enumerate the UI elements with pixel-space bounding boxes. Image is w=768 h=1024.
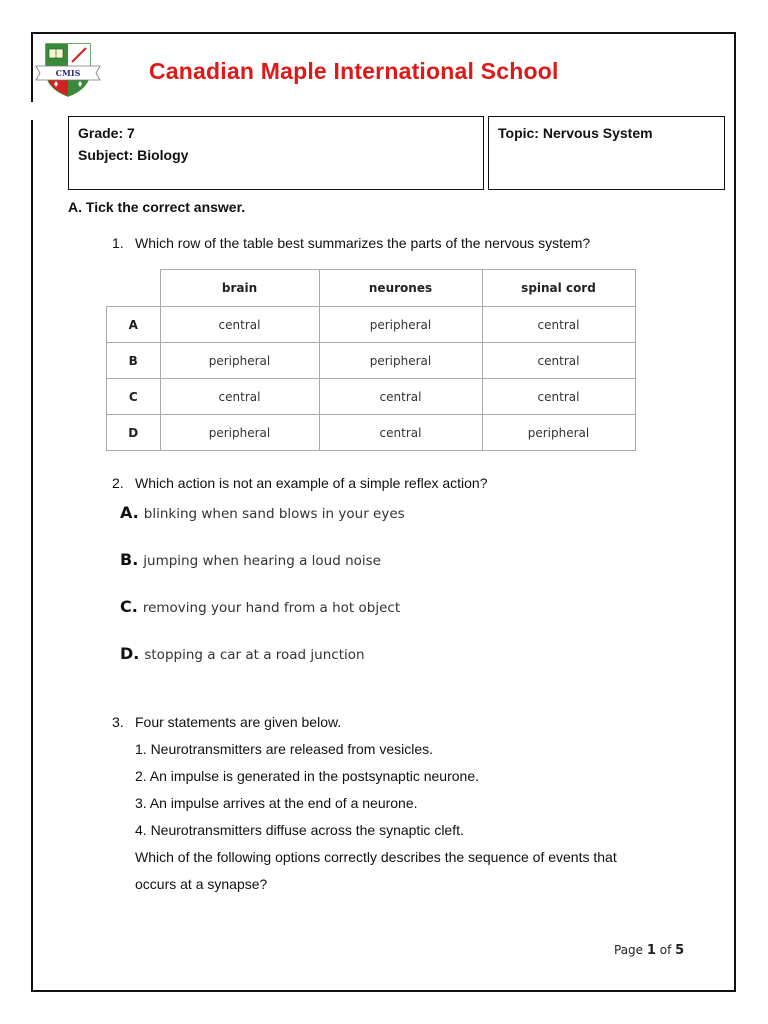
page-number [614, 943, 684, 958]
table-cell: central [482, 343, 635, 379]
question-number: 1. [112, 235, 124, 251]
topic-label: Topic: Nervous System [498, 125, 653, 141]
table-row [107, 343, 636, 379]
row-label: D [107, 415, 161, 451]
page-word: Page [614, 943, 644, 957]
table-row [107, 379, 636, 415]
table-header-cell: neurones [319, 270, 482, 307]
subject-label: Subject: Biology [78, 147, 189, 163]
page-border-left-top [31, 32, 33, 102]
table-cell: central [319, 379, 482, 415]
option-letter: C. [120, 597, 138, 616]
table-cell: peripheral [319, 343, 482, 379]
table-cell: central [319, 415, 482, 451]
of-word: of [659, 943, 672, 957]
section-title: A. Tick the correct answer. [68, 199, 246, 215]
page-current: 1 [646, 943, 656, 958]
grade-label: Grade: 7 [78, 125, 135, 141]
table-header-cell: spinal cord [482, 270, 635, 307]
school-logo-icon [34, 40, 102, 98]
table-row [107, 307, 636, 343]
option-text: stopping a car at a road junction [144, 647, 365, 663]
school-name: Canadian Maple International School [149, 58, 559, 84]
table-cell: peripheral [482, 415, 635, 451]
option-text: removing your hand from a hot object [142, 600, 401, 616]
table-cell: central [160, 307, 319, 343]
table-header-cell: brain [160, 270, 319, 307]
question-text: Four statements are given below. [135, 714, 342, 730]
statement-2: 2. An impulse is generated in the postsynaptic neurone. [135, 768, 479, 784]
option-letter: D. [120, 644, 140, 663]
question-1 [112, 235, 590, 251]
nervous-system-table [106, 269, 636, 451]
question-text: Which action is not an example of a simple reflex action? [135, 475, 488, 491]
table-cell: central [482, 379, 635, 415]
option-text: blinking when sand blows in your eyes [143, 506, 405, 522]
table-row [107, 415, 636, 451]
table-cell: peripheral [319, 307, 482, 343]
option-letter: B. [120, 550, 139, 569]
option-a[interactable] [120, 503, 405, 522]
option-text: jumping when hearing a loud noise [143, 553, 381, 569]
row-label: A [107, 307, 161, 343]
topic-box [488, 116, 725, 190]
grade-subject-box [68, 116, 484, 190]
table-header-cell [107, 270, 161, 307]
row-label: B [107, 343, 161, 379]
option-b[interactable] [120, 550, 381, 569]
table-header-row [107, 270, 636, 307]
question-text: Which row of the table best summarizes the parts of the nervous system? [135, 235, 591, 251]
table-cell: peripheral [160, 415, 319, 451]
question-2 [112, 475, 488, 491]
row-label: C [107, 379, 161, 415]
statement-3: 3. An impulse arrives at the end of a neurone. [135, 795, 418, 811]
statement-4: 4. Neurotransmitters diffuse across the synaptic cleft. [135, 822, 464, 838]
page-border-left [31, 120, 33, 992]
sequence-question-line-1: Which of the following options correctly describes the sequence of events that [135, 849, 617, 865]
question-number: 2. [112, 475, 124, 491]
statement-1: 1. Neurotransmitters are released from vesicles. [135, 741, 433, 757]
table-cell: central [160, 379, 319, 415]
table-cell: peripheral [160, 343, 319, 379]
option-letter: A. [120, 503, 139, 522]
logo-text: CMIS [55, 68, 81, 78]
option-d[interactable] [120, 644, 365, 663]
page-total: 5 [675, 943, 685, 958]
table-cell: central [482, 307, 635, 343]
question-number: 3. [112, 714, 124, 730]
question-3 [112, 714, 341, 730]
option-c[interactable] [120, 597, 400, 616]
sequence-question-line-2: occurs at a synapse? [135, 876, 268, 892]
